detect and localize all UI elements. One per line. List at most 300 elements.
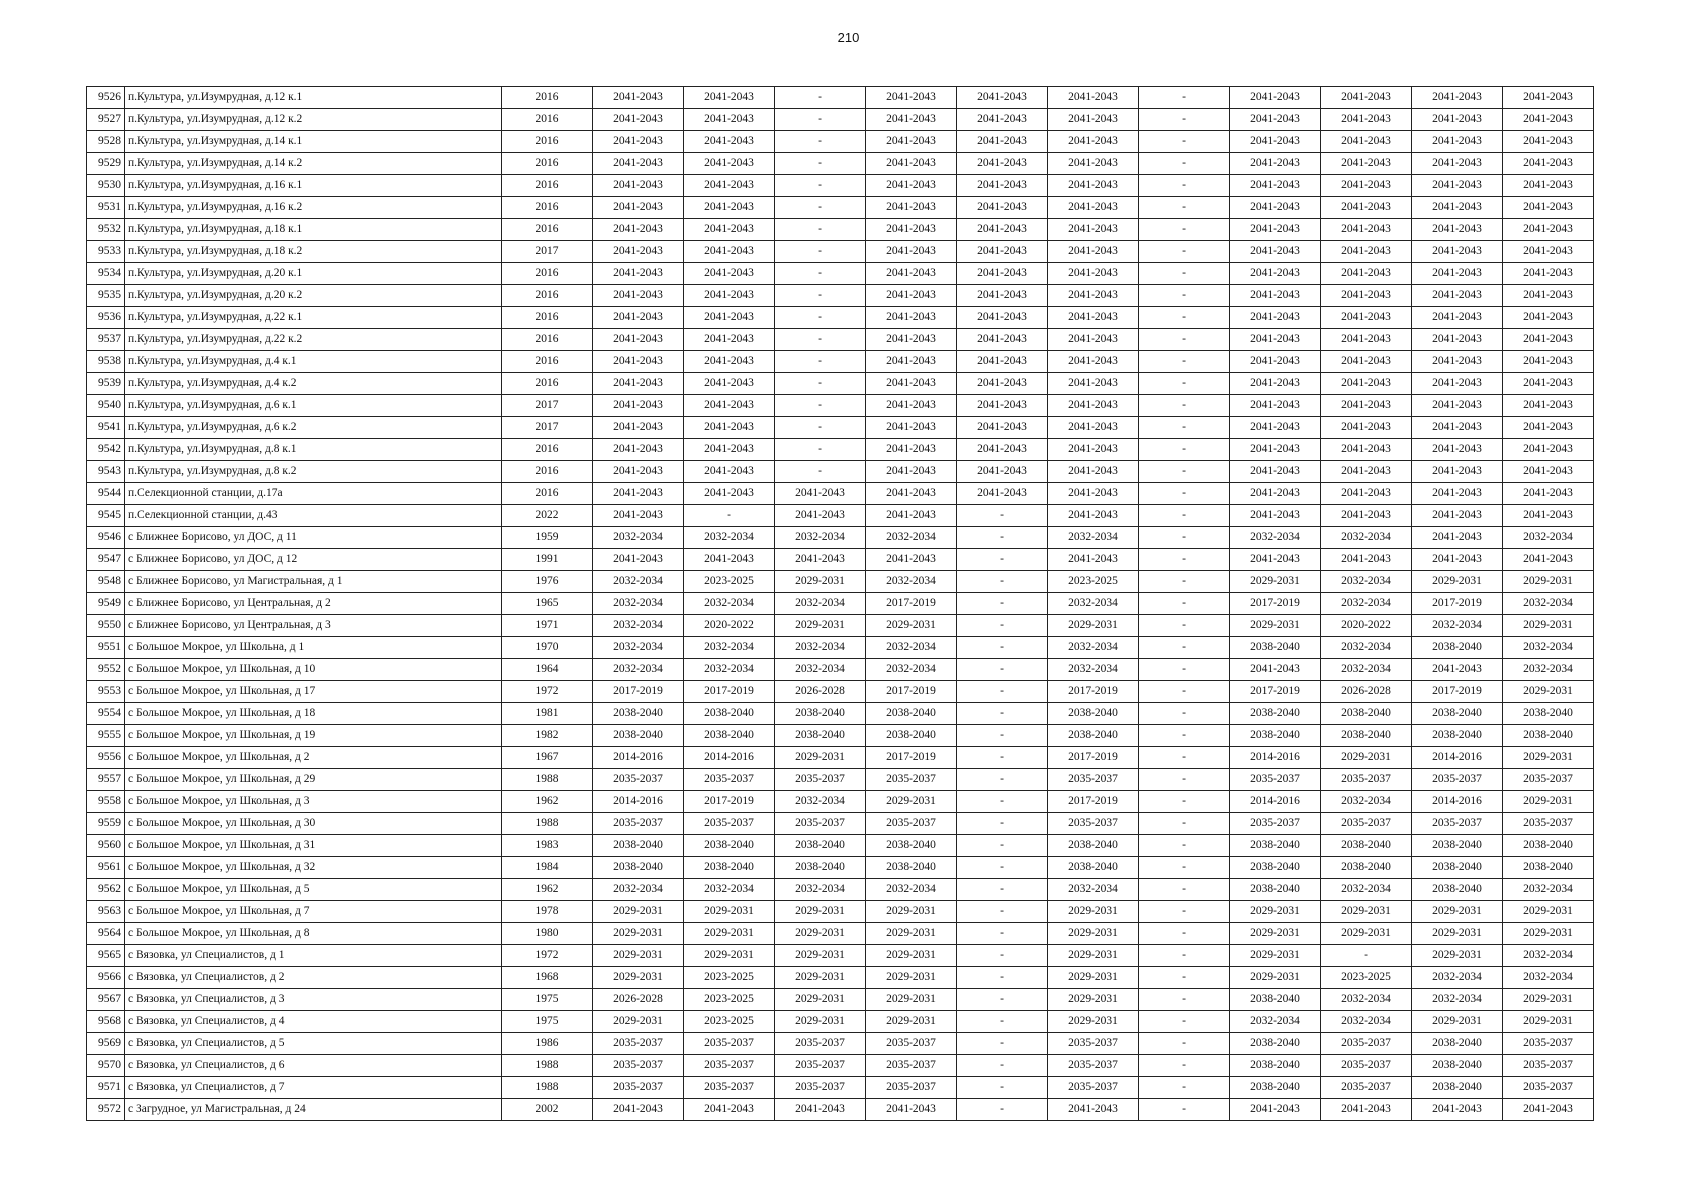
year-cell: 2016 — [502, 263, 593, 285]
period-cell: - — [957, 571, 1048, 593]
period-cell: 2032-2034 — [775, 527, 866, 549]
period-cell: 2041-2043 — [1503, 109, 1594, 131]
period-cell: - — [775, 417, 866, 439]
period-cell: 2041-2043 — [775, 483, 866, 505]
table-row — [87, 769, 1594, 791]
period-cell: 2041-2043 — [1503, 285, 1594, 307]
period-cell: - — [1139, 329, 1230, 351]
period-cell: 2041-2043 — [1412, 197, 1503, 219]
period-cell: - — [957, 879, 1048, 901]
period-cell: 2041-2043 — [866, 483, 957, 505]
period-cell: 2029-2031 — [593, 923, 684, 945]
period-cell: 2032-2034 — [593, 637, 684, 659]
year-cell: 1988 — [502, 1055, 593, 1077]
year-cell: 1968 — [502, 967, 593, 989]
period-cell: - — [1139, 923, 1230, 945]
period-cell: 2017-2019 — [1048, 791, 1139, 813]
period-cell: 2041-2043 — [1503, 241, 1594, 263]
period-cell: - — [1139, 769, 1230, 791]
table-row — [87, 681, 1594, 703]
table-row — [87, 1033, 1594, 1055]
period-cell: - — [1139, 505, 1230, 527]
row-number-cell: 9541 — [87, 417, 125, 439]
address-cell: п.Культура, ул.Изумрудная, д.6 к.1 — [125, 395, 502, 417]
row-number-cell: 9536 — [87, 307, 125, 329]
year-cell: 2017 — [502, 395, 593, 417]
period-cell: 2038-2040 — [1230, 1055, 1321, 1077]
table-row — [87, 857, 1594, 879]
row-number-cell: 9557 — [87, 769, 125, 791]
period-cell: 2041-2043 — [866, 175, 957, 197]
period-cell: 2041-2043 — [1048, 461, 1139, 483]
period-cell: 2041-2043 — [593, 153, 684, 175]
period-cell: 2017-2019 — [1412, 681, 1503, 703]
period-cell: 2041-2043 — [593, 351, 684, 373]
address-cell: п.Культура, ул.Изумрудная, д.18 к.2 — [125, 241, 502, 263]
period-cell: 2029-2031 — [1503, 989, 1594, 1011]
row-number-cell: 9542 — [87, 439, 125, 461]
period-cell: 2041-2043 — [1230, 395, 1321, 417]
period-cell: 2029-2031 — [775, 901, 866, 923]
row-number-cell: 9534 — [87, 263, 125, 285]
period-cell: 2032-2034 — [866, 527, 957, 549]
period-cell: 2032-2034 — [684, 879, 775, 901]
address-cell: п.Культура, ул.Изумрудная, д.12 к.1 — [125, 87, 502, 109]
period-cell: - — [1139, 307, 1230, 329]
row-number-cell: 9565 — [87, 945, 125, 967]
period-cell: 2041-2043 — [1321, 87, 1412, 109]
period-cell: 2035-2037 — [1230, 813, 1321, 835]
address-cell: п.Культура, ул.Изумрудная, д.14 к.2 — [125, 153, 502, 175]
period-cell: - — [775, 351, 866, 373]
year-cell: 2016 — [502, 131, 593, 153]
period-cell: 2041-2043 — [957, 241, 1048, 263]
period-cell: 2041-2043 — [1321, 417, 1412, 439]
period-cell: 2032-2034 — [775, 637, 866, 659]
row-number-cell: 9566 — [87, 967, 125, 989]
period-cell: 2041-2043 — [1230, 483, 1321, 505]
row-number-cell: 9528 — [87, 131, 125, 153]
period-cell: 2041-2043 — [866, 395, 957, 417]
row-number-cell: 9543 — [87, 461, 125, 483]
period-cell: - — [1139, 1099, 1230, 1121]
period-cell: 2041-2043 — [1048, 197, 1139, 219]
period-cell: 2041-2043 — [593, 219, 684, 241]
period-cell: 2029-2031 — [775, 967, 866, 989]
year-cell: 1965 — [502, 593, 593, 615]
period-cell: 2041-2043 — [1230, 351, 1321, 373]
period-cell: 2041-2043 — [866, 87, 957, 109]
row-number-cell: 9546 — [87, 527, 125, 549]
period-cell: 2035-2037 — [1048, 813, 1139, 835]
table-row — [87, 571, 1594, 593]
period-cell: 2041-2043 — [866, 285, 957, 307]
year-cell: 2016 — [502, 285, 593, 307]
table-row — [87, 263, 1594, 285]
period-cell: - — [1139, 879, 1230, 901]
address-cell: с Большое Мокрое, ул Школьна, д 1 — [125, 637, 502, 659]
period-cell: 2035-2037 — [1048, 1055, 1139, 1077]
year-cell: 1976 — [502, 571, 593, 593]
period-cell: - — [1139, 725, 1230, 747]
row-number-cell: 9553 — [87, 681, 125, 703]
address-cell: с Большое Мокрое, ул Школьная, д 31 — [125, 835, 502, 857]
period-cell: 2035-2037 — [1321, 1055, 1412, 1077]
period-cell: 2035-2037 — [684, 1077, 775, 1099]
period-cell: 2026-2028 — [1321, 681, 1412, 703]
period-cell: 2041-2043 — [1503, 197, 1594, 219]
address-cell: п.Селекционной станции, д.17а — [125, 483, 502, 505]
period-cell: 2041-2043 — [1412, 483, 1503, 505]
period-cell: - — [1139, 1011, 1230, 1033]
period-cell: 2029-2031 — [593, 967, 684, 989]
period-cell: 2014-2016 — [1230, 791, 1321, 813]
period-cell: - — [775, 109, 866, 131]
row-number-cell: 9560 — [87, 835, 125, 857]
period-cell: 2029-2031 — [866, 945, 957, 967]
row-number-cell: 9564 — [87, 923, 125, 945]
period-cell: 2032-2034 — [593, 615, 684, 637]
period-cell: 2041-2043 — [1412, 395, 1503, 417]
period-cell: 2035-2037 — [1412, 813, 1503, 835]
period-cell: 2041-2043 — [1230, 109, 1321, 131]
period-cell: 2032-2034 — [684, 659, 775, 681]
table-row — [87, 1011, 1594, 1033]
year-cell: 2002 — [502, 1099, 593, 1121]
period-cell: 2041-2043 — [957, 483, 1048, 505]
period-cell: 2029-2031 — [866, 615, 957, 637]
period-cell: 2023-2025 — [1048, 571, 1139, 593]
period-cell: 2041-2043 — [1321, 285, 1412, 307]
period-cell: 2029-2031 — [866, 989, 957, 1011]
period-cell: 2041-2043 — [1412, 659, 1503, 681]
period-cell: 2038-2040 — [1230, 637, 1321, 659]
period-cell: - — [775, 373, 866, 395]
period-cell: 2035-2037 — [684, 1055, 775, 1077]
period-cell: 2035-2037 — [684, 813, 775, 835]
period-cell: 2032-2034 — [1321, 659, 1412, 681]
period-cell: - — [957, 813, 1048, 835]
address-cell: с Большое Мокрое, ул Школьная, д 3 — [125, 791, 502, 813]
table-row — [87, 197, 1594, 219]
address-cell: с Ближнее Борисово, ул ДОС, д 12 — [125, 549, 502, 571]
address-cell: п.Культура, ул.Изумрудная, д.4 к.2 — [125, 373, 502, 395]
period-cell: - — [1139, 637, 1230, 659]
period-cell: 2041-2043 — [1412, 219, 1503, 241]
period-cell: 2041-2043 — [593, 263, 684, 285]
period-cell: 2041-2043 — [1503, 505, 1594, 527]
period-cell: 2038-2040 — [1048, 857, 1139, 879]
period-cell: 2029-2031 — [775, 1011, 866, 1033]
period-cell: 2041-2043 — [1048, 439, 1139, 461]
period-cell: - — [957, 1077, 1048, 1099]
period-cell: 2029-2031 — [1321, 923, 1412, 945]
year-cell: 1986 — [502, 1033, 593, 1055]
period-cell: 2041-2043 — [1321, 307, 1412, 329]
row-number-cell: 9570 — [87, 1055, 125, 1077]
period-cell: 2038-2040 — [775, 725, 866, 747]
address-cell: с Вязовка, ул Специалистов, д 6 — [125, 1055, 502, 1077]
year-cell: 1959 — [502, 527, 593, 549]
period-cell: 2035-2037 — [684, 769, 775, 791]
period-cell: 2041-2043 — [957, 461, 1048, 483]
period-cell: 2038-2040 — [1503, 725, 1594, 747]
address-cell: с Большое Мокрое, ул Школьная, д 32 — [125, 857, 502, 879]
table-row — [87, 967, 1594, 989]
table-row — [87, 505, 1594, 527]
row-number-cell: 9554 — [87, 703, 125, 725]
period-cell: 2041-2043 — [1321, 263, 1412, 285]
period-cell: 2041-2043 — [866, 373, 957, 395]
address-cell: с Вязовка, ул Специалистов, д 4 — [125, 1011, 502, 1033]
address-cell: п.Культура, ул.Изумрудная, д.14 к.1 — [125, 131, 502, 153]
period-cell: 2041-2043 — [684, 241, 775, 263]
address-cell: с Большое Мокрое, ул Школьная, д 2 — [125, 747, 502, 769]
table-row — [87, 637, 1594, 659]
row-number-cell: 9539 — [87, 373, 125, 395]
period-cell: - — [1139, 527, 1230, 549]
period-cell: - — [775, 87, 866, 109]
period-cell: - — [957, 791, 1048, 813]
period-cell: 2032-2034 — [684, 637, 775, 659]
period-cell: - — [1321, 945, 1412, 967]
period-cell: 2041-2043 — [684, 87, 775, 109]
period-cell: - — [957, 901, 1048, 923]
period-cell: 2041-2043 — [593, 87, 684, 109]
address-cell: п.Культура, ул.Изумрудная, д.20 к.2 — [125, 285, 502, 307]
period-cell: 2041-2043 — [1412, 263, 1503, 285]
period-cell: 2041-2043 — [1048, 175, 1139, 197]
period-cell: 2035-2037 — [1412, 769, 1503, 791]
period-cell: 2032-2034 — [1321, 879, 1412, 901]
row-number-cell: 9556 — [87, 747, 125, 769]
period-cell: - — [1139, 373, 1230, 395]
period-cell: 2029-2031 — [1412, 945, 1503, 967]
period-cell: 2041-2043 — [957, 153, 1048, 175]
address-cell: с Большое Мокрое, ул Школьная, д 8 — [125, 923, 502, 945]
period-cell: 2038-2040 — [866, 857, 957, 879]
period-cell: - — [957, 747, 1048, 769]
period-cell: - — [957, 505, 1048, 527]
address-cell: с Большое Мокрое, ул Школьная, д 19 — [125, 725, 502, 747]
period-cell: 2041-2043 — [1321, 1099, 1412, 1121]
period-cell: 2029-2031 — [1503, 615, 1594, 637]
period-cell: 2041-2043 — [1321, 351, 1412, 373]
period-cell: 2041-2043 — [593, 175, 684, 197]
period-cell: - — [775, 131, 866, 153]
period-cell: - — [1139, 747, 1230, 769]
period-cell: 2035-2037 — [1503, 813, 1594, 835]
period-cell: 2041-2043 — [866, 439, 957, 461]
address-cell: п.Культура, ул.Изумрудная, д.8 к.2 — [125, 461, 502, 483]
period-cell: 2032-2034 — [1412, 989, 1503, 1011]
period-cell: 2035-2037 — [1321, 1077, 1412, 1099]
period-cell: 2041-2043 — [593, 505, 684, 527]
period-cell: 2029-2031 — [1048, 1011, 1139, 1033]
period-cell: - — [957, 835, 1048, 857]
period-cell: 2041-2043 — [1321, 395, 1412, 417]
year-cell: 2016 — [502, 351, 593, 373]
table-row — [87, 241, 1594, 263]
row-number-cell: 9544 — [87, 483, 125, 505]
period-cell: 2041-2043 — [1230, 659, 1321, 681]
table-row — [87, 1077, 1594, 1099]
table-row — [87, 593, 1594, 615]
table-row — [87, 351, 1594, 373]
period-cell: 2041-2043 — [775, 1099, 866, 1121]
period-cell: 2032-2034 — [1503, 945, 1594, 967]
period-cell: 2029-2031 — [1503, 1011, 1594, 1033]
address-cell: с Большое Мокрое, ул Школьная, д 17 — [125, 681, 502, 703]
period-cell: 2041-2043 — [684, 219, 775, 241]
period-cell: - — [775, 439, 866, 461]
period-cell: 2038-2040 — [1412, 835, 1503, 857]
row-number-cell: 9563 — [87, 901, 125, 923]
period-cell: 2038-2040 — [1412, 725, 1503, 747]
period-cell: 2041-2043 — [593, 461, 684, 483]
year-cell: 1984 — [502, 857, 593, 879]
period-cell: 2035-2037 — [593, 1077, 684, 1099]
period-cell: 2041-2043 — [1412, 307, 1503, 329]
period-cell: 2038-2040 — [1048, 703, 1139, 725]
period-cell: 2041-2043 — [1230, 285, 1321, 307]
period-cell: 2038-2040 — [1230, 835, 1321, 857]
period-cell: - — [1139, 461, 1230, 483]
period-cell: - — [957, 549, 1048, 571]
period-cell: 2029-2031 — [684, 945, 775, 967]
period-cell: - — [1139, 857, 1230, 879]
row-number-cell: 9549 — [87, 593, 125, 615]
period-cell: 2035-2037 — [1230, 769, 1321, 791]
period-cell: - — [775, 329, 866, 351]
year-cell: 2016 — [502, 219, 593, 241]
period-cell: 2041-2043 — [1412, 461, 1503, 483]
period-cell: - — [1139, 1077, 1230, 1099]
period-cell: - — [957, 659, 1048, 681]
period-cell: 2041-2043 — [1230, 417, 1321, 439]
period-cell: 2014-2016 — [1412, 791, 1503, 813]
period-cell: - — [1139, 285, 1230, 307]
year-cell: 2017 — [502, 417, 593, 439]
period-cell: - — [775, 263, 866, 285]
period-cell: 2041-2043 — [1048, 417, 1139, 439]
period-cell: 2029-2031 — [1412, 901, 1503, 923]
period-cell: 2026-2028 — [593, 989, 684, 1011]
row-number-cell: 9545 — [87, 505, 125, 527]
period-cell: 2038-2040 — [684, 703, 775, 725]
address-cell: с Ближнее Борисово, ул Магистральная, д 1 — [125, 571, 502, 593]
period-cell: 2041-2043 — [684, 395, 775, 417]
period-cell: - — [1139, 593, 1230, 615]
period-cell: 2041-2043 — [1503, 329, 1594, 351]
year-cell: 1964 — [502, 659, 593, 681]
period-cell: - — [775, 175, 866, 197]
row-number-cell: 9547 — [87, 549, 125, 571]
period-cell: 2032-2034 — [1321, 593, 1412, 615]
year-cell: 1972 — [502, 945, 593, 967]
year-cell: 1980 — [502, 923, 593, 945]
address-cell: п.Селекционной станции, д.43 — [125, 505, 502, 527]
year-cell: 2016 — [502, 197, 593, 219]
period-cell: 2038-2040 — [593, 835, 684, 857]
period-cell: 2041-2043 — [1230, 307, 1321, 329]
period-cell: 2041-2043 — [866, 197, 957, 219]
period-cell: 2038-2040 — [1412, 857, 1503, 879]
period-cell: 2032-2034 — [1503, 527, 1594, 549]
table-row — [87, 879, 1594, 901]
period-cell: 2029-2031 — [775, 571, 866, 593]
period-cell: 2041-2043 — [1230, 549, 1321, 571]
period-cell: 2035-2037 — [866, 1033, 957, 1055]
period-cell: 2041-2043 — [684, 175, 775, 197]
period-cell: 2032-2034 — [593, 659, 684, 681]
period-cell: 2041-2043 — [1230, 197, 1321, 219]
period-cell: 2035-2037 — [593, 813, 684, 835]
table-row — [87, 1055, 1594, 1077]
period-cell: 2041-2043 — [1230, 87, 1321, 109]
row-number-cell: 9535 — [87, 285, 125, 307]
period-cell: 2029-2031 — [1503, 791, 1594, 813]
period-cell: 2038-2040 — [1230, 879, 1321, 901]
period-cell: 2041-2043 — [1503, 439, 1594, 461]
period-cell: 2038-2040 — [775, 857, 866, 879]
period-cell: 2029-2031 — [1048, 945, 1139, 967]
period-cell: 2014-2016 — [1230, 747, 1321, 769]
period-cell: 2041-2043 — [1230, 175, 1321, 197]
period-cell: - — [957, 527, 1048, 549]
period-cell: 2035-2037 — [1048, 769, 1139, 791]
period-cell: 2035-2037 — [775, 1055, 866, 1077]
period-cell: 2035-2037 — [684, 1033, 775, 1055]
period-cell: - — [1139, 395, 1230, 417]
table-row — [87, 153, 1594, 175]
period-cell: - — [775, 461, 866, 483]
period-cell: 2029-2031 — [684, 923, 775, 945]
year-cell: 2016 — [502, 87, 593, 109]
row-number-cell: 9529 — [87, 153, 125, 175]
address-cell: с Вязовка, ул Специалистов, д 5 — [125, 1033, 502, 1055]
table-row — [87, 417, 1594, 439]
period-cell: 2041-2043 — [684, 1099, 775, 1121]
address-cell: с Большое Мокрое, ул Школьная, д 7 — [125, 901, 502, 923]
period-cell: 2041-2043 — [957, 351, 1048, 373]
period-cell: 2032-2034 — [1503, 593, 1594, 615]
table-row — [87, 835, 1594, 857]
period-cell: 2041-2043 — [1048, 131, 1139, 153]
address-cell: с Большое Мокрое, ул Школьная, д 30 — [125, 813, 502, 835]
period-cell: 2014-2016 — [684, 747, 775, 769]
period-cell: 2038-2040 — [684, 835, 775, 857]
period-cell: 2041-2043 — [1412, 241, 1503, 263]
period-cell: 2041-2043 — [593, 439, 684, 461]
period-cell: 2041-2043 — [1048, 153, 1139, 175]
period-cell: 2041-2043 — [1321, 549, 1412, 571]
period-cell: 2017-2019 — [866, 747, 957, 769]
period-cell: 2032-2034 — [1412, 615, 1503, 637]
year-cell: 1988 — [502, 813, 593, 835]
period-cell: - — [1139, 615, 1230, 637]
period-cell: 2041-2043 — [1230, 241, 1321, 263]
period-cell: 2041-2043 — [593, 241, 684, 263]
address-cell: п.Культура, ул.Изумрудная, д.16 к.1 — [125, 175, 502, 197]
period-cell: - — [775, 153, 866, 175]
period-cell: 2032-2034 — [1048, 637, 1139, 659]
address-cell: п.Культура, ул.Изумрудная, д.18 к.1 — [125, 219, 502, 241]
period-cell: 2020-2022 — [684, 615, 775, 637]
period-cell: 2038-2040 — [1412, 1033, 1503, 1055]
period-cell: - — [957, 989, 1048, 1011]
period-cell: - — [1139, 219, 1230, 241]
